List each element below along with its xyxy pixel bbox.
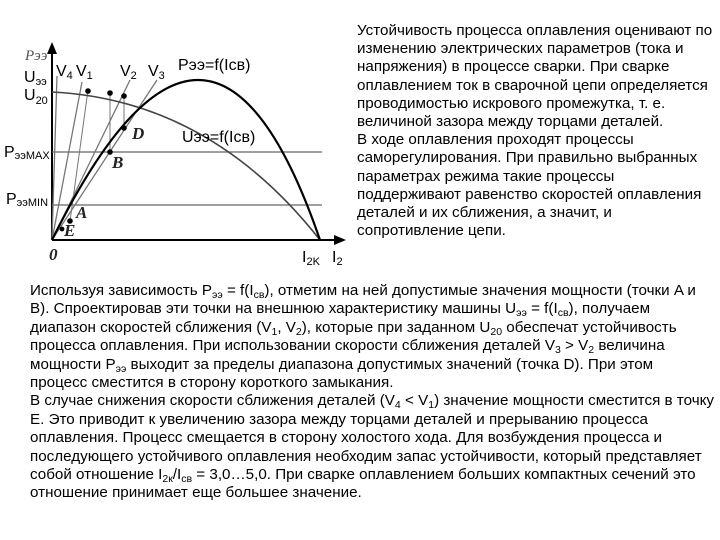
- v1-label: V1: [76, 63, 93, 82]
- i2-label: I2: [332, 249, 343, 268]
- x-axis-arrow: [334, 235, 346, 245]
- welding-characteristics-diagram: [0, 0, 352, 280]
- i2k-label: I2K: [302, 249, 320, 268]
- right-paragraph-2: В ходе оплавления проходят процессы саморегулирования. При правильно выбранных параметрах режима такие процессы поддерживают равенство скоростей оплавления деталей и их сближения, а значит, и сопротивление цепи.: [357, 131, 702, 240]
- point-d-marker: [121, 125, 127, 131]
- v4-label: V4: [56, 63, 73, 82]
- point-a-label: A: [76, 203, 88, 222]
- right-paragraph-1: Устойчивость процесса оплавления оценивают по изменению электрических параметров (тока и напряжения) в процессе сварки. При сварке оплавлением ток в сварочной цепи определяется проводимостью искрового промежутка, т. е. величиной зазора между торцами деталей.: [357, 22, 713, 131]
- bottom-paragraphs: [30, 282, 714, 503]
- point-b-label: B: [112, 153, 124, 172]
- bottom-paragraph: Используя зависимость $P_{ээ} = f(I_{св})$, отметим на ней допустимые значения мощности (точки A и B). Спроектировав эти точки на внешнюю характеристику машины $U_{ээ} = f(I_{св})$, получаем диапазон скоростей сближения ($V_1$, $V_2$), которые при заданном $U_{20}$ обеспечат устойчивость процесса оплавления. При использовании скорости сближения деталей $V_3 > V_2$ величина мощности $P_{ээ}$ выходит за пределы диапазона допустимых значений (точка D). При этом процесс сместится в сторону короткого замыкания.: [30, 282, 696, 392]
- v3-label: V3: [148, 63, 165, 82]
- v2-label: V2: [120, 63, 137, 82]
- u-ee-label: Uээ: [24, 69, 47, 88]
- pmin-label: PээMIN: [6, 191, 49, 209]
- point-d-label: D: [132, 124, 145, 143]
- u-curve-label: Uээ=f(Iсв): [182, 129, 256, 146]
- u20-label: $U_{20}$: [24, 87, 48, 107]
- u-a-marker: [85, 88, 91, 94]
- p-curve-label: Pээ=f(Iсв): [178, 57, 251, 74]
- origin-label: 0: [49, 245, 58, 264]
- pmax-label: PээMAX: [4, 144, 50, 162]
- u-d-marker: [121, 93, 127, 99]
- right-paragraphs: [357, 22, 715, 240]
- bottom-paragraph-2: В случае снижения скорости сближения деталей $(V_4 < V_1)$ значение мощности сместится в точку E. Это приводит к увеличению зазора между торцами деталей и прерыванию процесса оплавления. Процесс смещается в сторону холостого хода. Для возбуждения процесса и последующего устойчивого оплавления необходим запас устойчивости, который представляет собой отношение $I_{2к}/I_{св}$ = 3,0…5,0. При сварке оплавлением больших компактных сечений это отношение принимает еще большее значение.: [30, 392, 715, 502]
- u-b-marker: [107, 90, 113, 96]
- point-e-label: E: [64, 221, 76, 240]
- p-curve: [52, 80, 320, 240]
- y-axis-title: Pээ: [25, 48, 48, 64]
- y-axis-arrow: [47, 42, 57, 54]
